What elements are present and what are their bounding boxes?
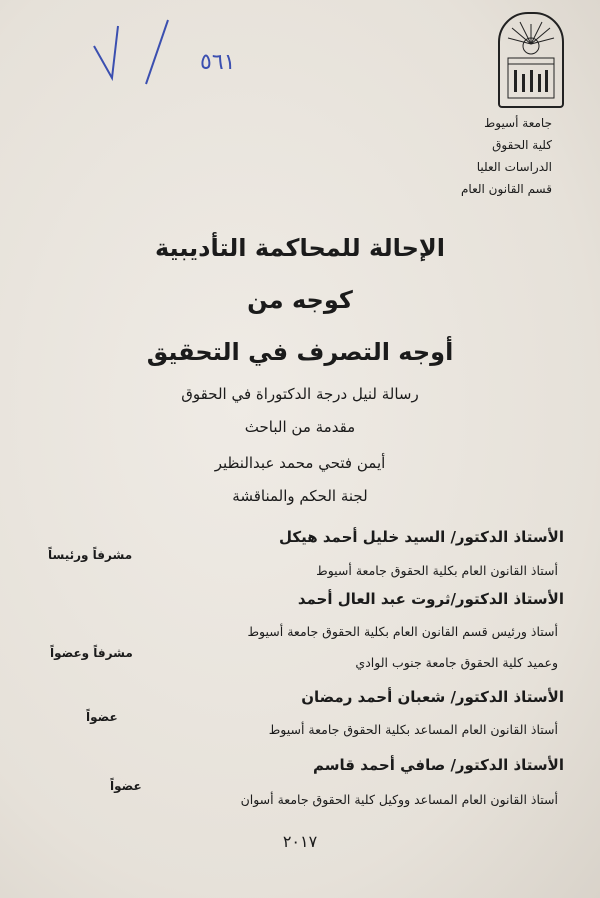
committee-member-role: مشرفاً وعضواً [50,646,133,660]
thesis-title-line-2: كوجه من [247,286,353,314]
degree-line: رسالة لنيل درجة الدكتوراة في الحقوق [181,385,419,403]
handwritten-number: ٥٦١ [200,50,236,75]
committee-member-role: عضواً [86,710,118,724]
year: ٢٠١٧ [282,832,318,851]
researcher-name: أيمن فتحي محمد عبدالنظير [214,454,386,472]
faculty-name: كلية الحقوق [492,138,552,152]
committee-member-title: أستاذ ورئيس قسم القانون العام بكلية الحقوق جامعة أسيوط [247,624,558,639]
university-header [461,112,552,200]
committee-member-name: الأستاذ الدكتور/ شعبان أحمد رمضان [301,688,564,706]
committee-member-name: الأستاذ الدكتور/ السيد خليل أحمد هيكل [278,528,564,546]
committee-member-role: عضواً [110,779,142,793]
university-name: جامعة أسيوط [484,116,552,130]
committee-member-role: مشرفاً ورئيساً [48,548,133,562]
committee-member-name: الأستاذ الدكتور/ثروت عبد العال أحمد [297,590,564,608]
department-name: قسم القانون العام [461,182,552,196]
handwritten-checkmark [90,18,200,92]
submitted-by-line: مقدمة من الباحث [244,418,356,436]
committee-member-title: أستاذ القانون العام بكلية الحقوق جامعة أسيوط [316,563,558,578]
committee-member-title: أستاذ القانون العام المساعد بكلية الحقوق جامعة أسيوط [268,722,558,737]
postgraduate-studies: الدراسات العليا [476,160,552,174]
committee-member-title-2: وعميد كلية الحقوق جامعة جنوب الوادي [355,655,558,670]
thesis-title-line-3: أوجه التصرف في التحقيق [146,338,454,366]
committee-member-title: أستاذ القانون العام المساعد ووكيل كلية الحقوق جامعة أسوان [240,792,558,807]
committee-member-name: الأستاذ الدكتور/ صافي أحمد قاسم [313,756,564,774]
thesis-title-line-1: الإحالة للمحاكمة التأديبية [154,234,445,262]
committee-heading: لجنة الحكم والمناقشة [232,487,368,505]
university-logo [498,12,564,108]
